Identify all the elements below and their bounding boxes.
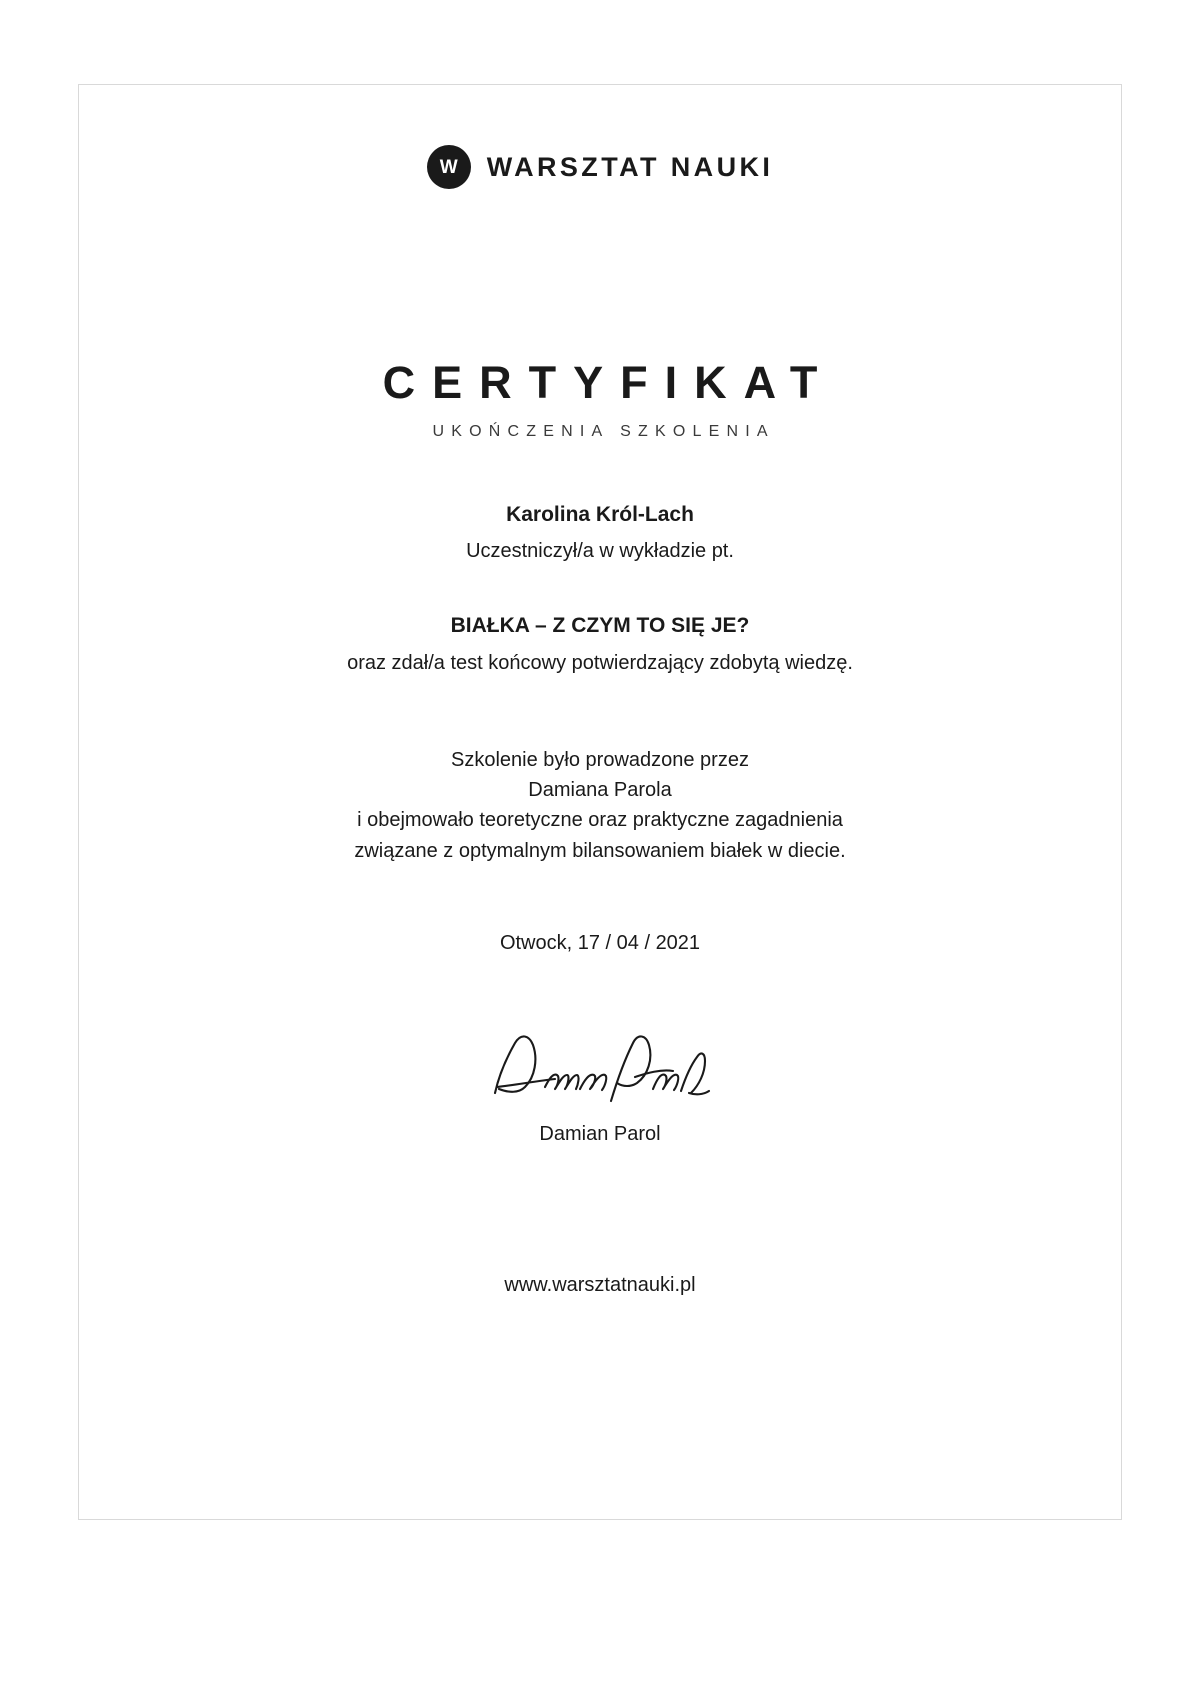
training-info — [354, 745, 845, 867]
training-info-line: Damiana Parola — [528, 778, 672, 801]
page-title: CERTYFIKAT — [382, 357, 835, 408]
handwritten-signature — [470, 1031, 730, 1111]
participation-line: Uczestniczył/a w wykładzie pt. — [466, 539, 734, 562]
recipient-name: Karolina Król-Lach — [506, 503, 694, 526]
page-subtitle: UKOŃCZENIA SZKOLENIA — [432, 423, 775, 440]
brand-logo — [427, 145, 774, 189]
training-info-line: Szkolenie było prowadzone przez — [451, 748, 749, 771]
training-info-line: związane z optymalnym bilansowaniem białek w diecie. — [354, 839, 846, 862]
place-and-date: Otwock, 17 / 04 / 2021 — [499, 932, 701, 955]
training-info-line: i obejmowało teoretyczne oraz praktyczne zagadnienia — [357, 809, 843, 832]
brand-name: WARSZTAT NAUKI — [486, 151, 774, 182]
certificate-content — [79, 85, 1121, 1519]
lecture-title: BIAŁKA – Z CZYM TO SIĘ JE? — [450, 614, 750, 638]
circle-w-logo-icon: W — [427, 145, 471, 189]
certificate-border-frame — [78, 84, 1122, 1520]
exam-confirmation-line: oraz zdał/a test końcowy potwierdzający zdobytą wiedzę. — [347, 652, 853, 675]
signer-name: Damian Parol — [539, 1122, 661, 1145]
website-url: www.warsztatnauki.pl — [504, 1273, 696, 1296]
